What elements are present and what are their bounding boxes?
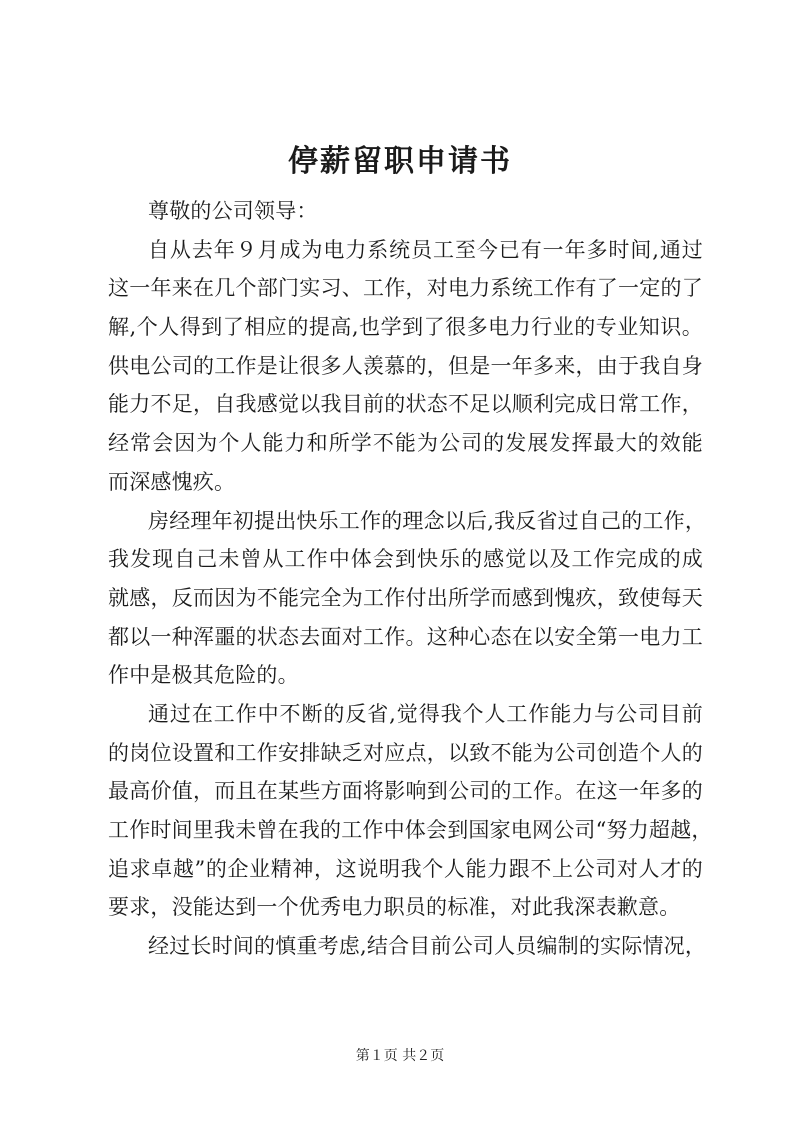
- body-line: 经过长时间的慎重考虑,结合目前公司人员编制的实际情况，: [148, 934, 707, 959]
- body-line: 的岗位设置和工作安排缺乏对应点，以致不能为公司创造个人的: [108, 740, 703, 765]
- body-line: 就感，反而因为不能完全为工作付出所学而感到愧疚，致使每天: [108, 585, 703, 610]
- body-line: 经常会因为个人能力和所学不能为公司的发展发挥最大的效能: [108, 431, 703, 456]
- body-line: 我发现自己未曾从工作中体会到快乐的感觉以及工作完成的成: [108, 547, 703, 572]
- body-line: 解,个人得到了相应的提高,也学到了很多电力行业的专业知识。: [108, 315, 703, 340]
- body-line: 都以一种浑噩的状态去面对工作。这种心态在以安全第一电力工: [108, 624, 703, 649]
- body-line: 供电公司的工作是让很多人羡慕的，但是一年多来，由于我自身: [108, 353, 703, 378]
- body-line: 房经理年初提出快乐工作的理念以后,我反省过自己的工作，: [148, 508, 707, 533]
- body-line: 要求，没能达到一个优秀电力职员的标准，对此我深表歉意。: [108, 895, 681, 920]
- body-line: 通过在工作中不断的反省,觉得我个人工作能力与公司目前: [148, 701, 703, 726]
- body-line: 作中是极其危险的。: [108, 663, 299, 688]
- body-line: 这一年来在几个部门实习、工作，对电力系统工作有了一定的了: [108, 276, 703, 301]
- body-line: 追求卓越”的企业精神，这说明我个人能力跟不上公司对人才的: [108, 856, 703, 881]
- body-line: 尊敬的公司领导：: [148, 199, 318, 223]
- body-line: 工作时间里我未曾在我的工作中体会到国家电网公司“努力超越，: [108, 818, 713, 842]
- body-line: 最高价值，而且在某些方面将影响到公司的工作。在这一年多的: [108, 779, 703, 804]
- body-line: 自从去年９月成为电力系统员工至今已有一年多时间,通过: [148, 237, 703, 262]
- document-body: [108, 192, 713, 966]
- page-footer: 第１页 共２页: [355, 1048, 445, 1064]
- document-title: 停薪留职申请书: [288, 144, 512, 179]
- body-line: 而深感愧疚。: [108, 469, 236, 494]
- body-line: 能力不足，自我感觉以我目前的状态不足以顺利完成日常工作，: [108, 392, 703, 417]
